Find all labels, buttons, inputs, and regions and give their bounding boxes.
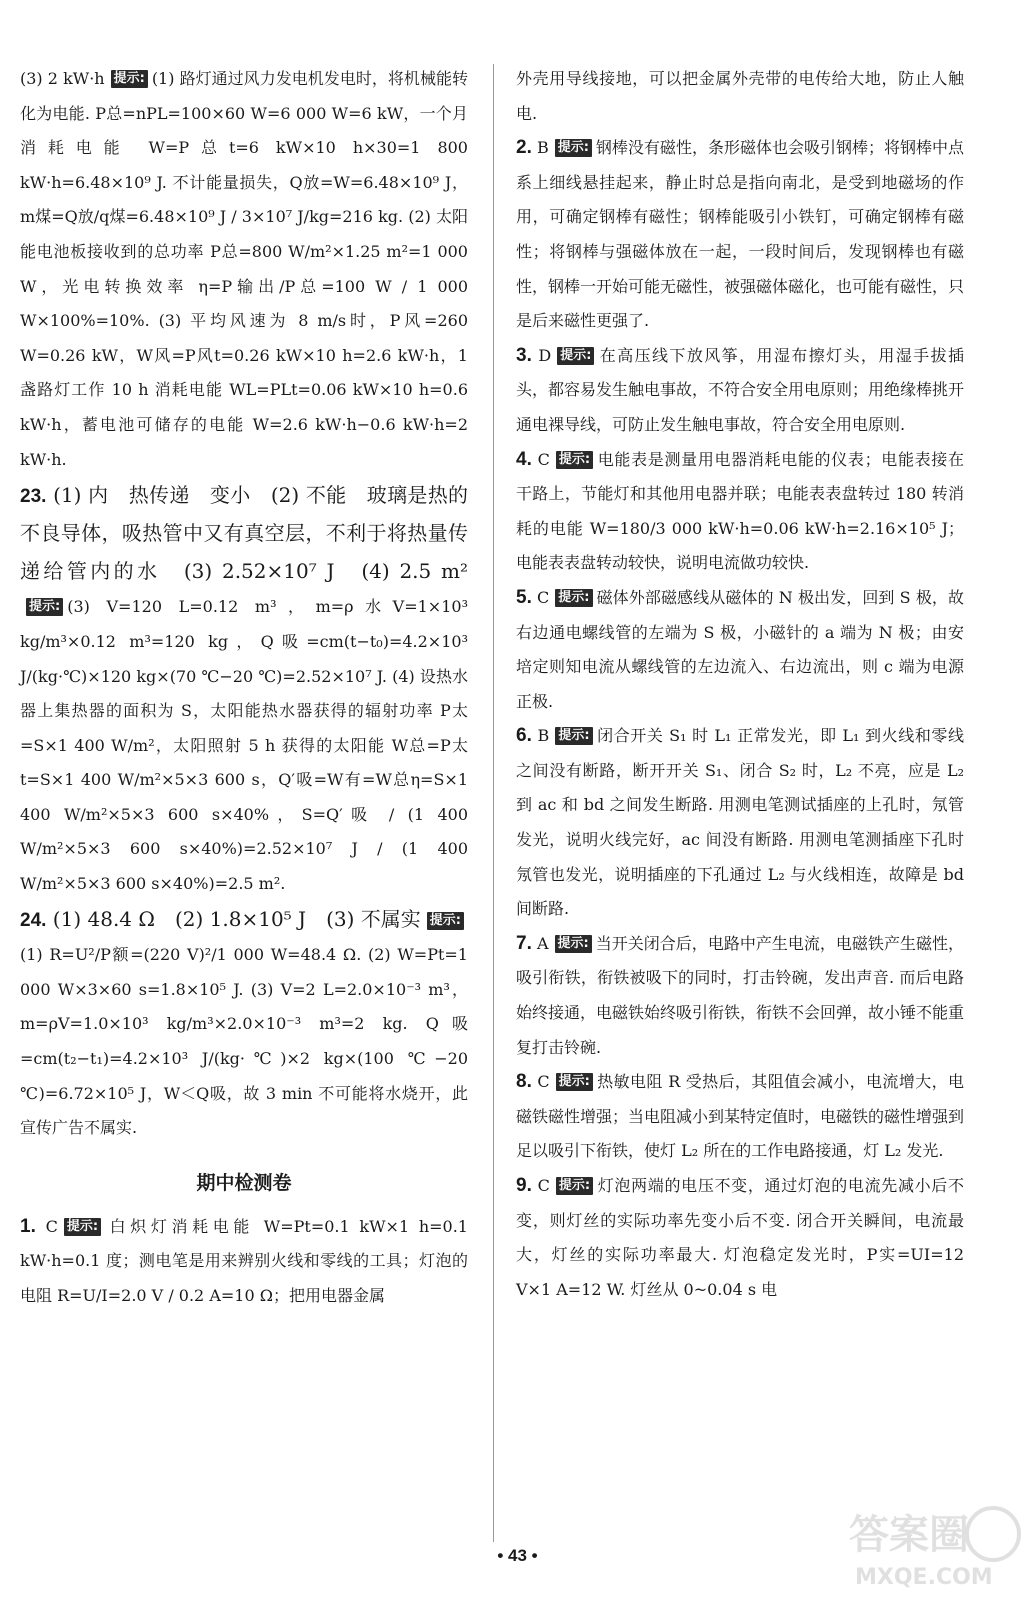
answer-block <box>516 1169 964 1307</box>
answer-block <box>516 131 964 339</box>
answer-lead: B <box>536 138 549 158</box>
tip-badge: 提示: <box>556 451 593 469</box>
answer-lead: D <box>538 345 552 365</box>
answer-lead: (3) 2 kW·h <box>20 69 105 88</box>
answer-block <box>20 1210 468 1314</box>
answer-lead: A <box>536 933 549 953</box>
answer-block <box>20 902 468 1146</box>
watermark-text: 答案圈 <box>849 1512 969 1558</box>
answer-block <box>516 443 964 581</box>
question-number: 1. <box>20 1215 36 1237</box>
tip-badge: 提示: <box>556 1073 593 1091</box>
answer-lead: C <box>45 1216 58 1236</box>
answer-text: (3) V=120 L=0.12 m³，m=ρ水V=1×10³ kg/m³×0.12 m³=120 kg，Q吸=cm(t−t₀)=4.2×10³ J/(kg·℃)×120 kg×(70 ℃−20 ℃)=2.52×10⁷ J. (4) 设热水器上集热器的面积为 S，太阳能热水器获得的辐射功率 P太=S×1 400 W/m²，太阳照射 5 h 获得的太阳能 W总=P太t=S×1 400 W/m²×5×3 600 s，Q′吸=W有=W总η=S×1 400 W/m²×5×3 600 s×40%，S=Q′吸 / (1 400 W/m²×5×3 600 s×40%)=2.52×10⁷ J / (1 400 W/m²×5×3 600 s×40%)=2.5 m². <box>20 597 468 894</box>
question-number: 5. <box>516 586 532 608</box>
answer-text: (1) R=U²/P额=(220 V)²/1 000 W=48.4 Ω. (2) W=Pt=1 000 W×3×60 s=1.8×10⁵ J. (3) V=2 L=2.0×10⁻³ m³，m=ρV=1.0×10³ kg/m³×2.0×10⁻³ m³=2 kg. Q吸=cm(t₂−t₁)=4.2×10³ J/(kg·℃)×2 kg×(100 ℃−20 ℃)=6.72×10⁵ J，W＜Q吸，故 3 min 不可能将水烧开，此宣传广告不属实. <box>20 945 468 1138</box>
tip-badge: 提示: <box>427 912 464 930</box>
tip-badge: 提示: <box>26 598 63 616</box>
answer-text: (1) 路灯通过风力发电机发电时，将机械能转化为电能. P总=nPL=100×60 W=6 000 W=6 kW，一个月消耗电能 W=P总t=6 kW×10 h×30=1 800 kW·h=6.48×10⁹ J. 不计能量损失，Q放=W=6.48×10⁹ J，m煤=Q放/q煤=6.48×10⁹ J / 3×10⁷ J/kg=216 kg. (2) 太阳能电池板接收到的总功率 P总=800 W/m²×1.25 m²=1 000 W，光电转换效率 η=P输出/P总=100 W / 1 000 W×100%=10%. (3) 平均风速为 8 m/s时，P风=260 W=0.26 kW，W风=P风t=0.26 kW×10 h=2.6 kW·h，1 盏路灯工作 10 h 消耗电能 WL=PLt=0.06 kW×10 h=0.6 kW·h，蓄电池可储存的电能 W=2.6 kW·h−0.6 kW·h=2 kW·h. <box>20 69 468 469</box>
answer-lead: B <box>537 726 550 746</box>
answer-lead: C <box>537 587 550 607</box>
answer-text: 闭合开关 S₁ 时 L₁ 正常发光，即 L₁ 到火线和零线之间没有断路，断开开关 S₁、闭合 S₂ 时，L₂ 不亮，应是 L₂ 到 ac 和 bd 之间发生断路. 用测电笔测试插座的上孔时，氖管发光，说明火线完好，ac 间没有断路. 用测电笔测插座下孔时氖管也发光，说明插座的下孔通过 L₂ 与火线相连，故障是 bd 间断路. <box>516 726 964 919</box>
answer-block <box>20 477 468 902</box>
answer-text: 灯泡两端的电压不变，通过灯泡的电流先减小后不变，则灯丝的实际功率先变小后不变. 闭合开关瞬间，电流最大，灯丝的实际功率最大. 灯泡稳定发光时，P实=UI=12 V×1 A=12 W. 灯丝从 0~0.04 s 电 <box>516 1176 964 1299</box>
tip-badge: 提示: <box>64 1218 101 1236</box>
answer-lead: C <box>537 449 550 469</box>
answer-text: 白炽灯消耗电能 W=Pt=0.1 kW×1 h=0.1 kW·h=0.1 度；测电笔是用来辨别火线和零线的工具；灯泡的电阻 R=U/I=2.0 V / 0.2 A=10 Ω；把用电器金属 <box>20 1216 468 1305</box>
answer-text: 磁体外部磁感线从磁体的 N 极出发，回到 S 极，故右边通电螺线管的左端为 S 极，小磁针的 a 端为 N 极；由安培定则知电流从螺线管的左边流入、右边流出，则 c 端为电源正极. <box>516 587 964 711</box>
answer-text: 当开关闭合后，电路中产生电流，电磁铁产生磁性，吸引衔铁，衔铁被吸下的同时，打击铃碗，发出声音. 而后电路始终接通，电磁铁始终吸引衔铁，衔铁不会回弹，故小锤不能重复打击铃碗. <box>516 933 965 1057</box>
question-number: 9. <box>516 1175 532 1196</box>
answer-block <box>516 581 964 719</box>
question-number: 8. <box>516 1071 532 1093</box>
answer-lead: C <box>537 1072 550 1092</box>
question-number: 23. <box>20 486 47 508</box>
right-column <box>516 62 964 1307</box>
answer-text: 热敏电阻 R 受热后，其阻值会减小，电流增大，电磁铁磁性增强；当电阻减小到某特定值时，电磁铁的磁性增强到足以吸引下衔铁，使灯 L₂ 所在的工作电路接通，灯 L₂ 发光. <box>516 1072 965 1161</box>
column-divider <box>493 64 494 1542</box>
tip-badge: 提示: <box>555 935 592 953</box>
answer-lead: (1) 48.4 Ω (2) 1.8×10⁵ J (3) 不属实 <box>52 906 421 931</box>
answer-text: 电能表是测量用电器消耗电能的仪表；电能表接在干路上，节能灯和其他用电器并联；电能表表盘转过 180 转消耗的电能 W=180/3 000 kW·h=0.06 kW·h=2.16×10⁵ J；电能表表盘转动较快，说明电流做功较快. <box>516 449 964 573</box>
tip-badge: 提示: <box>555 589 592 607</box>
left-column <box>20 62 468 1314</box>
section-title: 期中检测卷 <box>196 1171 292 1194</box>
answer-block <box>20 62 468 477</box>
tip-badge: 提示: <box>555 139 592 157</box>
answer-text: 外壳用导线接地，可以把金属外壳带的电传给大地，防止人触电. <box>516 69 964 123</box>
answer-block <box>516 339 964 443</box>
answer-text: 在高压线下放风筝，用湿布擦灯头，用湿手拔插头，都容易发生触电事故，不符合安全用电原则；用绝缘棒挑开通电裸导线，可防止发生触电事故，符合安全用电原则. <box>516 345 965 434</box>
page-number: • 43 • <box>497 1546 538 1565</box>
answer-lead: C <box>537 1176 550 1195</box>
answer-lead: (1) 内 热传递 变小 (2) 不能 玻璃是热的不良导体，吸热管中又有真空层，不利于将热量传递给管内的水 (3) 2.52×10⁷ J (4) 2.5 m² <box>20 483 469 583</box>
answer-continuation <box>516 62 964 131</box>
answer-text: 钢棒没有磁性，条形磁体也会吸引钢棒；将钢棒中点系上细线悬挂起来，静止时总是指向南北，是受到地磁场的作用，可确定钢棒有磁性；钢棒能吸引小铁钉，可确定钢棒有磁性；将钢棒与强磁体放在一起，一段时间后，发现钢棒也有磁性，钢棒一开始可能无磁性，被强磁体磁化，也可能有磁性，只是后来磁性更强了. <box>516 138 965 331</box>
tip-badge: 提示: <box>111 70 148 88</box>
answer-block <box>516 1065 964 1169</box>
question-number: 6. <box>516 725 532 747</box>
answer-block <box>516 719 964 927</box>
question-number: 4. <box>516 448 532 470</box>
watermark-url: MXQE.COM <box>855 1565 993 1590</box>
tip-badge: 提示: <box>556 1177 593 1195</box>
answer-block <box>516 927 964 1065</box>
question-number: 3. <box>516 344 532 366</box>
question-number: 24. <box>20 909 47 931</box>
tip-badge: 提示: <box>557 347 594 365</box>
question-number: 7. <box>516 932 532 954</box>
tip-badge: 提示: <box>555 727 592 745</box>
watermark-logo <box>845 1500 1021 1592</box>
watermark-circle <box>967 1508 1019 1560</box>
question-number: 2. <box>516 137 532 159</box>
